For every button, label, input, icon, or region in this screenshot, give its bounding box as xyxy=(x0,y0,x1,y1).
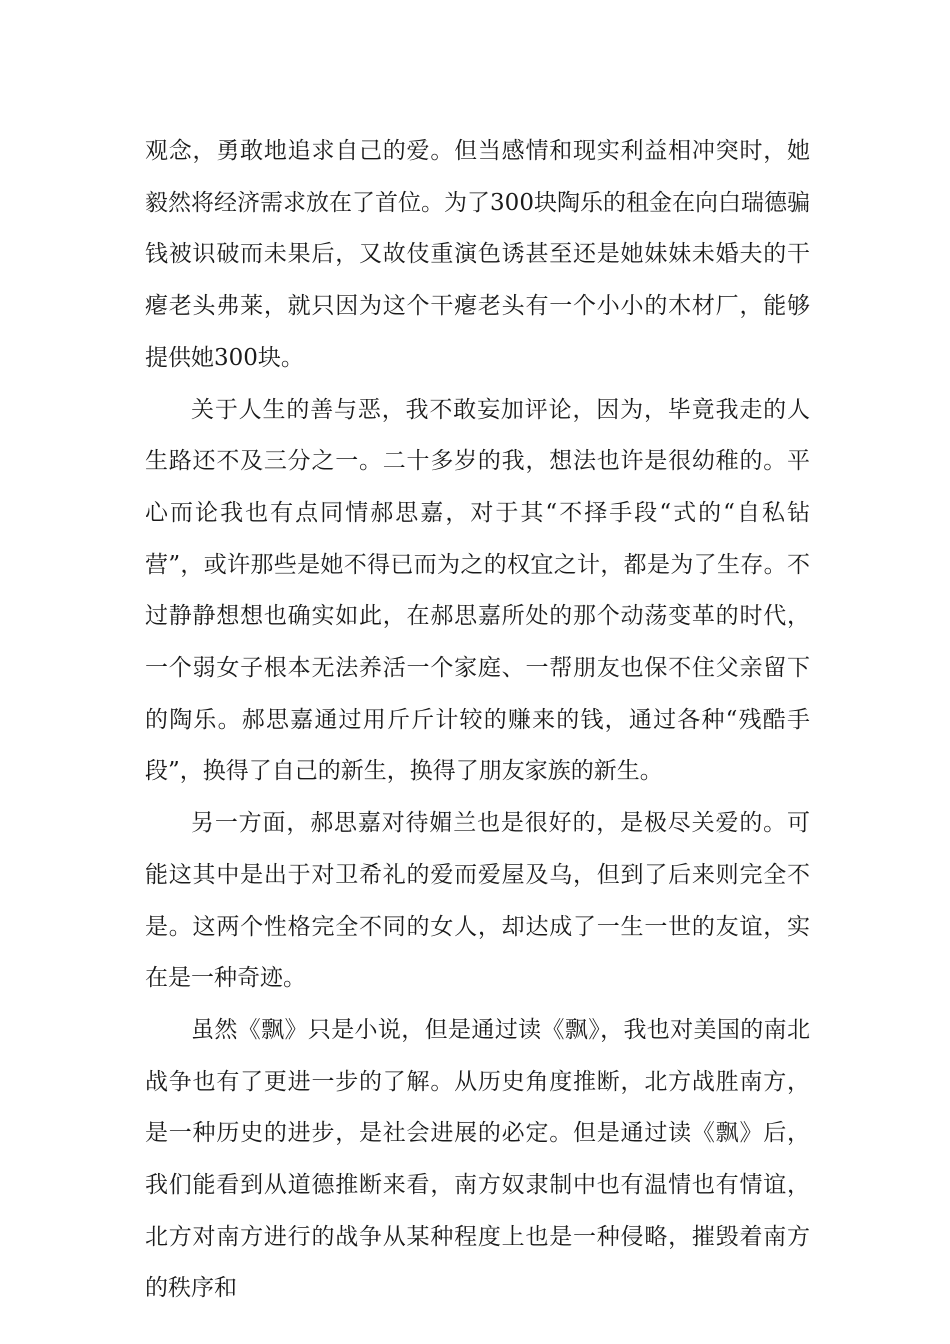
paragraph-2: 关于人生的善与恶，我不敢妄加评论，因为，毕竟我走的人生路还不及三分之一。二十多岁的我，想法也许是很幼稚的。平心而论我也有点同情郝思嘉，对于其“不择手段“式的“自私钻营”，或许那些是她不得已而为之的权宜之计，都是为了生存。不过静静想想也确实如此，在郝思嘉所处的那个动荡变革的时代，一个弱女子根本无法养活一个家庭、一帮朋友也保不住父亲留下的陶乐。郝思嘉通过用斤斤计较的赚来的钱，通过各种“残酷手段”，换得了自己的新生，换得了朋友家族的新生。 xyxy=(145,396,810,785)
paragraph-3: 另一方面，郝思嘉对待媚兰也是很好的，是极尽关爱的。可能这其中是出于对卫希礼的爱而爱屋及乌，但到了后来则完全不是。这两个性格完全不同的女人，却达成了一生一世的友谊，实在是一种奇迹。 xyxy=(145,810,810,992)
paragraph-1: 观念，勇敢地追求自己的爱。但当感情和现实利益相冲突时，她毅然将经济需求放在了首位。为了300块陶乐的租金在向白瑞德骗钱被识破而未果后，又故伎重演色诱甚至还是她妹妹未婚夫的干瘪老头弗莱，就只因为这个干瘪老头有一个小小的木材厂，能够提供她300块。 xyxy=(145,138,810,371)
document-body xyxy=(145,126,810,1315)
paragraph-4: 虽然《飘》只是小说，但是通过读《飘》，我也对美国的南北战争也有了更进一步的了解。从历史角度推断，北方战胜南方，是一种历史的进步，是社会进展的必定。但是通过读《飘》后，我们能看到从道德推断来看，南方奴隶制中也有温情也有情谊，北方对南方进行的战争从某种程度上也是一种侵略，摧毁着南方的秩序和 xyxy=(145,1016,810,1302)
